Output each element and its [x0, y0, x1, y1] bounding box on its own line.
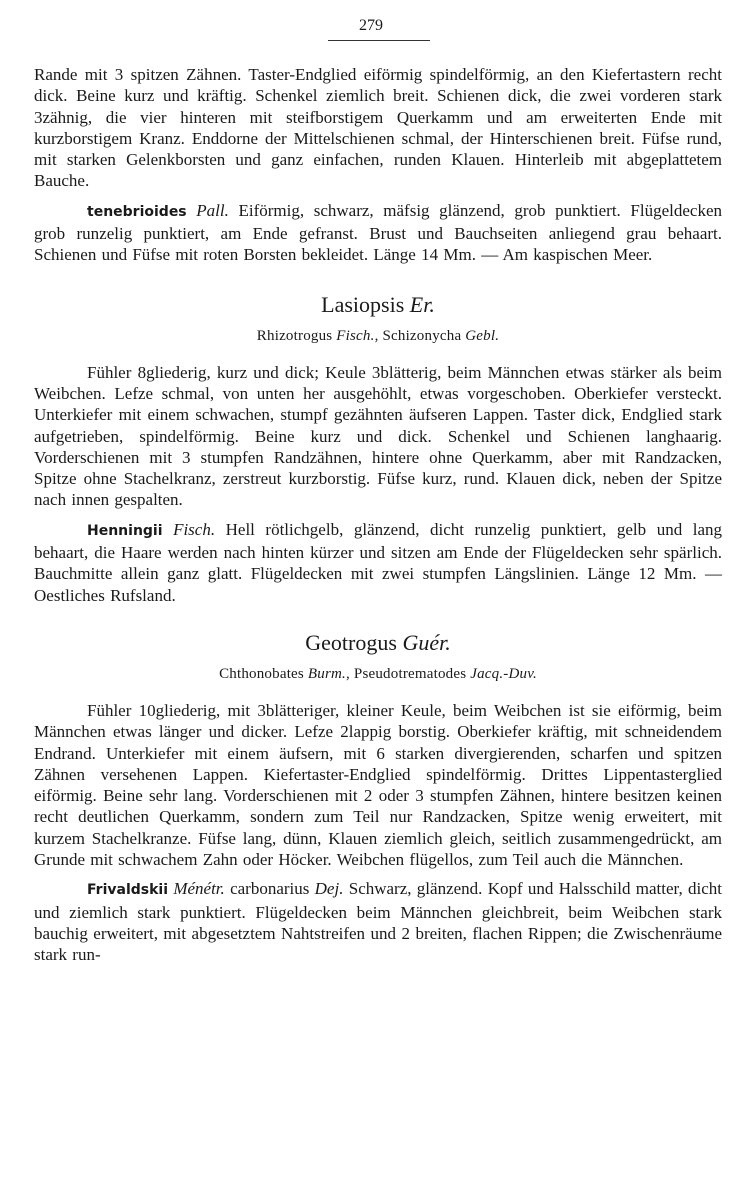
genus-synonyms: [34, 328, 722, 345]
species-description: Eiförmig, schwarz, mäfsig glänzend, grob punktiert. Flügeldecken grob runzelig punktiert, am Ende gefranst. Brust und Bauchseiten anliegend grau behaart. Schienen und Füfse mit roten Borsten bekleidet. Länge 14 Mm. — Am kaspischen Meer.: [34, 200, 722, 265]
synonym-author: Gebl.: [465, 327, 500, 344]
species-author: Pall.: [196, 200, 229, 220]
species-description: Schwarz, glänzend. Kopf und Halsschild matter, dicht und ziemlich stark punktiert. Flügeldecken beim Männchen gleichbreit, beim Weibchen stark bauchig erweitert, mit abgesetztem Nahtstreifen und 2 breiten, flachen Rippen; die Zwischenräume stark run-: [34, 879, 723, 965]
species-author: Ménétr.: [173, 879, 225, 899]
species-name: Frivaldskii: [87, 882, 169, 899]
synonym-separator: ,: [346, 665, 354, 682]
synonym-author: Fisch.: [336, 327, 375, 344]
header-rule: [328, 40, 430, 41]
synonym-author: Burm.: [307, 665, 347, 682]
genus-heading-lasiopsis: [34, 292, 722, 318]
page-content: [34, 64, 722, 966]
genus-description-lasiopsis: Fühler 8gliederig, kurz und dick; Keule 3blätterig, beim Männchen etwas stärker als beim Weibchen. Lefze schmal, von unten her ausgehöhlt, etwas vorgeschoben. Oberkiefer versteckt. Unterkiefer mit einem schwachen, stumpf gezähnten äufseren Lappen. Taster dick, Endglied stark aufgetrieben, spindelförmig. Beine kurz und dick. Schenkel und Schienen langhaarig. Vorderschienen mit 3 stumpfen Randzähnen, hintere ohne Querkamm, aber mit Randzacken, Spitze ohne Stachelkranz, zerstreut kurzborstig. Füfse kurz, rund. Klauen dick, neben der Spitze nach innen gespalten.: [34, 362, 722, 510]
species-entry-henningii: [34, 519, 722, 606]
species-author: Fisch.: [173, 519, 216, 539]
species-name: Henningii: [87, 522, 163, 539]
genus-heading-geotrogus: [34, 630, 722, 656]
genus-author: Er.: [409, 291, 435, 317]
page-number: 279: [359, 17, 383, 34]
genus-synonyms: [34, 666, 722, 683]
synonym-separator: ,: [374, 327, 383, 344]
synonym-author: Dej.: [314, 879, 344, 899]
continued-genus-description: Rande mit 3 spitzen Zähnen. Taster-Endglied eiförmig spindelförmig, an den Kiefertastern recht dick. Beine kurz und kräftig. Schenkel ziemlich breit. Schienen dick, die zwei vorderen stark 3zähnig, die vier hinteren mit steifborstigem Querkamm und am erweiterten Ende mit kurzborstigem Kranz. Enddorne der Mittelschienen schmal, der Hinterschienen breit. Füfse rund, mit starken Gelenkborsten und ganz einfachen, runden Klauen. Hinterleib mit abgeplattetem Bauche.: [34, 65, 722, 191]
genus-author: Guér.: [402, 629, 451, 655]
synonym-name: carbonarius: [224, 879, 315, 899]
synonym-name: Schizonycha: [382, 327, 462, 344]
synonym-name: Rhizotrogus: [256, 327, 333, 344]
synonym-name: Pseudotrematodes: [353, 665, 467, 682]
species-description: Hell rötlichgelb, glänzend, dicht runzelig punktiert, gelb und lang behaart, die Haare werden nach hinten kürzer und sitzen am Ende der Flügeldecken sehr spärlich. Bauchmitte allein ganz glatt. Flügeldecken mit zwei stumpfen Längslinien. Länge 12 Mm. — Oestliches Rufsland.: [34, 519, 722, 605]
genus-name: Geotrogus: [305, 629, 397, 655]
genus-description-geotrogus: Fühler 10gliederig, mit 3blätteriger, kleiner Keule, beim Weibchen ist sie eiförmig, beim Männchen etwas länger und dicker. Lefze 2lappig borstig. Oberkiefer kräftig, mit schneidendem Endrand. Unterkiefer mit einem äufsern, mit 6 starken divergierenden, scharfen und spitzen Zähnen versehenen Lappen. Kiefertaster-Endglied spindelförmig. Drittes Lippentasterglied eiförmig. Beine sehr lang. Vorderschienen mit 2 oder 3 stumpfen Zähnen, hintere besitzen keinen recht deutlichen Querkamm, sondern zum Teil nur Randzacken, Spitze wenig erweitert, mit kurzem Stachelkranze. Füfse lang, dünn, Klauen ziemlich gleich, seitlich zusammengedrückt, am Grunde mit schwachem Zahn oder Höcker. Weibchen flügellos, zum Teil auch die Männchen.: [34, 700, 722, 870]
species-entry-tenebrioides: [34, 200, 722, 266]
species-name: tenebrioides: [87, 203, 187, 220]
species-entry-frivaldskii: [34, 878, 722, 965]
synonym-author: Jacq.-Duv.: [470, 665, 537, 682]
genus-name: Lasiopsis: [321, 291, 405, 317]
synonym-name: Chthonobates: [219, 665, 304, 682]
